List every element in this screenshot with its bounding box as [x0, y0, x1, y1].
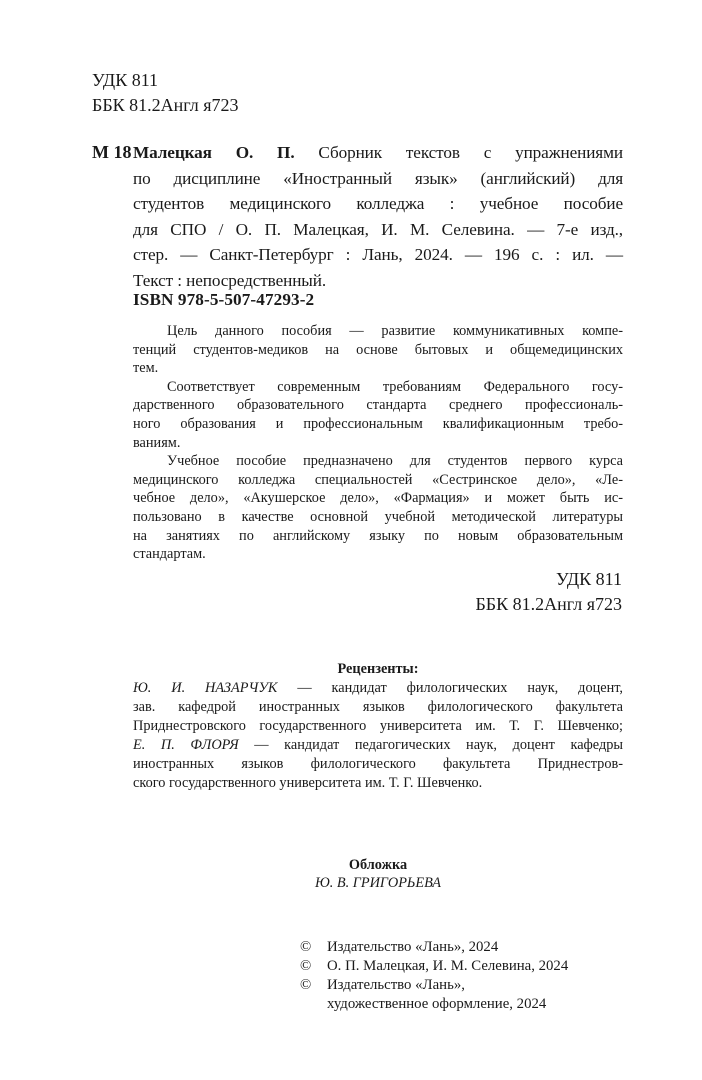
- annotation-line: Учебное пособие предназначено для студентов первого курса: [167, 453, 623, 470]
- udk-code: УДК 811: [92, 70, 159, 90]
- annotation-line: на занятиях по английскому языку по новым образовательным: [133, 527, 623, 544]
- copyright-text: Издательство «Лань»,: [327, 977, 465, 993]
- annotation-line: Цель данного пособия — развитие коммуникативных компе-: [167, 323, 623, 339]
- copyright-text: художественное оформление, 2024: [327, 996, 547, 1012]
- isbn: ISBN 978-5-507-47293-2: [133, 290, 315, 309]
- reviewer-line: иностранных языков филологического факультета Приднестров-: [133, 756, 623, 772]
- copyright-row: [300, 938, 568, 957]
- reviewer-line: ского государственного университета им. Т. Г. Шевченко.: [133, 775, 483, 791]
- copyright-block: [300, 938, 568, 1014]
- annotation-line: Соответствует современным требованиям Федерального госу-: [167, 378, 623, 395]
- reviewer-line: зав. кафедрой иностранных языков филологического факультета: [133, 699, 623, 715]
- cover-credit: [133, 856, 623, 892]
- copyright-symbol: ©: [300, 958, 312, 974]
- entry-line: Малецкая О. П. Сборник текстов с упражнениями: [133, 143, 623, 162]
- bbk-code: ББК 81.2Англ я723: [92, 95, 239, 115]
- annotation-line: стандартам.: [133, 546, 206, 563]
- annotation-line: тенций студентов-медиков на основе бытовых и общемедицинских: [133, 341, 623, 358]
- annotation-line: дарственного образовательного стандарта среднего профессиональ-: [133, 397, 623, 414]
- annotation-line: тем.: [133, 360, 159, 377]
- copyright-text: О. П. Малецкая, И. М. Селевина, 2024: [327, 958, 569, 974]
- reviewer-line: Е. П. ФЛОРЯ — кандидат педагогических наук, доцент кафедры: [133, 737, 623, 753]
- copyright-row: [300, 957, 568, 976]
- author-mark: М 18: [92, 142, 132, 162]
- entry-line: для СПО / О. П. Малецкая, И. М. Селевина. — 7-е изд.,: [133, 219, 623, 239]
- annotation-line: чебное дело», «Акушерское дело», «Фармация» и может быть ис-: [133, 490, 623, 507]
- reviewer-name: Е. П. ФЛОРЯ: [133, 737, 239, 753]
- entry-line: по дисциплине «Иностранный язык» (английский) для: [133, 168, 623, 188]
- annotation-line: пользовано в качестве основной учебной методической литературы: [133, 508, 623, 525]
- reviewers-title: Рецензенты:: [337, 661, 419, 677]
- copyright-row: [300, 976, 568, 995]
- annotation: [133, 322, 623, 564]
- entry-line: Текст : непосредственный.: [133, 270, 327, 290]
- copyright-symbol: ©: [300, 939, 312, 955]
- reviewer-line: Приднестровского государственного университета им. Т. Г. Шевченко;: [133, 718, 623, 734]
- reviewers: [133, 660, 623, 793]
- reviewer-name: Ю. И. НАЗАРЧУК: [133, 680, 278, 696]
- copyright-symbol: ©: [300, 977, 312, 993]
- reviewer-line: Ю. И. НАЗАРЧУК — кандидат филологических наук, доцент,: [133, 680, 623, 696]
- classification-bottom: [475, 567, 622, 617]
- cover-label: Обложка: [348, 857, 408, 873]
- annotation-line: ного образования и профессиональным квалификационным требо-: [133, 415, 623, 432]
- bbk-code: ББК 81.2Англ я723: [475, 594, 622, 614]
- classification-top: [92, 68, 239, 118]
- cover-designer: Ю. В. ГРИГОРЬЕВА: [314, 875, 442, 891]
- entry-author: Малецкая О. П.: [133, 143, 295, 162]
- annotation-line: медицинского колледжа специальностей «Сестринское дело», «Ле-: [133, 471, 623, 488]
- entry-line: студентов медицинского колледжа : учебное пособие: [133, 194, 623, 213]
- copyright-text: Издательство «Лань», 2024: [327, 939, 499, 955]
- entry-line: стер. — Санкт-Петербург : Лань, 2024. — 196 с. : ил. —: [133, 245, 623, 264]
- bibliographic-entry: [133, 140, 623, 293]
- annotation-line: ваниям.: [133, 434, 181, 451]
- udk-code: УДК 811: [555, 569, 622, 589]
